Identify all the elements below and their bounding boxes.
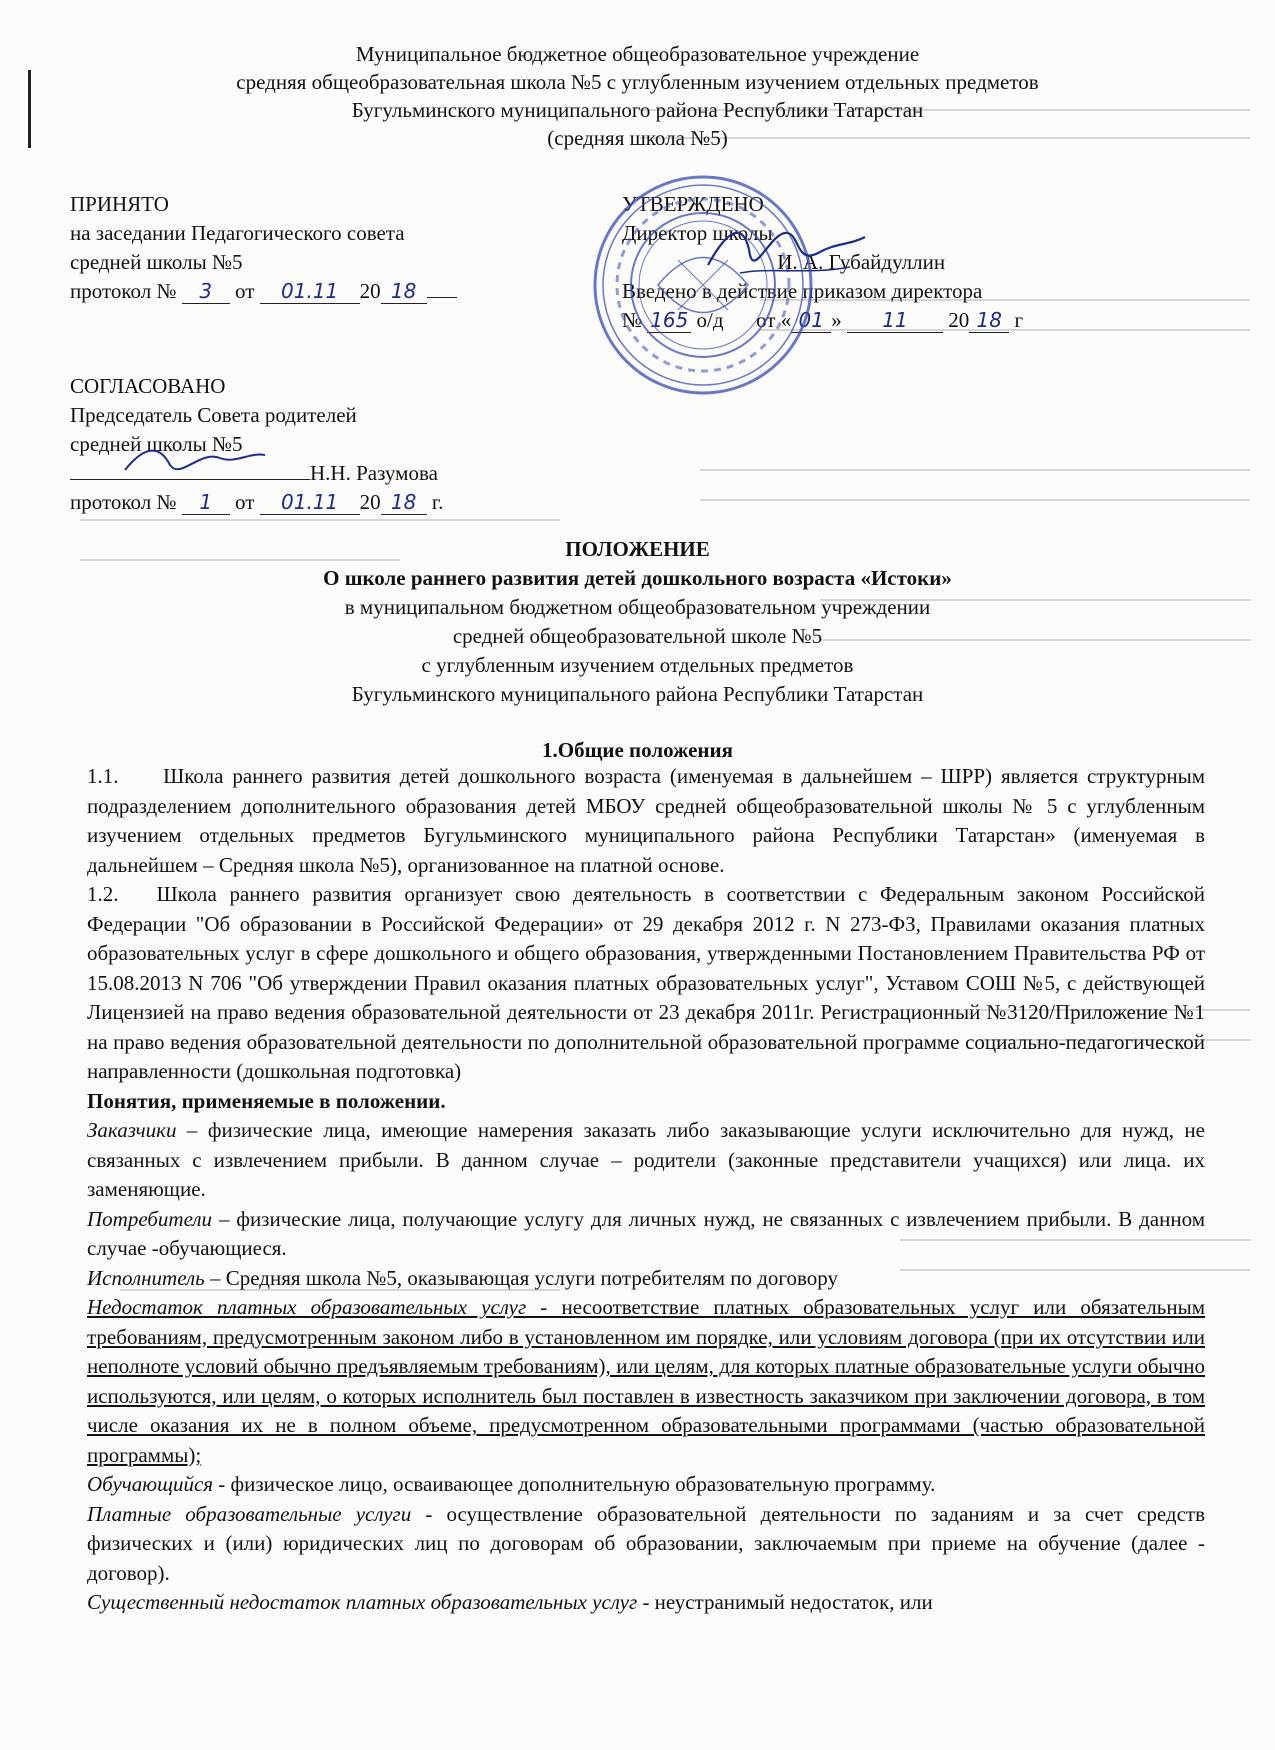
accepted-date: 01.11 [260,279,360,304]
round-seal-stamp-icon [588,170,818,400]
approved-order: № 165 о/д от « 01 » 11 20 18 г [622,308,1024,332]
definition-essential-deficiency: Существенный недостаток платных образовательных услуг - неустранимый недостаток, или [87,1590,933,1614]
title-line-5: с углубленным изучением отдельных предметов [421,653,854,677]
approved-line-1: Директор школы [622,221,773,245]
accepted-year: 18 [381,279,427,304]
title-line-3: в муниципальном бюджетном общеобразовательном учреждении [344,595,931,619]
approved-label: УТВЕРЖДЕНО [622,192,764,216]
agreed-line-2: средней школы №5 [70,432,243,456]
document-subject: О школе раннего развития детей дошкольного возраста «Истоки» [323,566,952,590]
definition-paid-services: Платные образовательные услуги - осуществление образовательной деятельности по заданиям и за счет средств физических и (или) юридических лиц по договорам об образовании, заключаемым при приеме на обучение (далее - договор). [87,1501,1205,1585]
document-title-block [0,535,1275,709]
agreed-protocol: протокол № 1 от 01.11 20 18 г. [70,490,444,514]
header-line-4: (средняя школа №5) [547,126,728,150]
definition-deficiency: Недостаток платных образовательных услуг - несоответствие платных образовательных услуг или обязательным требованиям, предусмотренным законом либо в установленном им порядке, или условиям договора (при их отсутствии или неполноте условий обычно предъявляемым требованиям), или целям, для которых платные образовательные услуги обычно используются, или целям, о которых исполнитель был поставлен в известность заказчиком при заключении договора, в том числе оказания их не в полном объеме, предусмотренном образовательными программами (частью образовательной программы); [87,1295,1205,1467]
approved-line-3: Введено в действие приказом директора [622,279,983,303]
title-line-4: средней общеобразовательной школе №5 [452,624,823,648]
order-day: 01 [791,308,831,333]
paragraph-1-1: 1.1. Школа раннего развития детей дошкольного возраста (именуемая в дальнейшем – ШРР) является структурным подразделением дополнительного образования детей МБОУ средней общеобразовательной школы № 5 с углубленным изучением отдельных предметов Бугульминского муниципального района Республики Татарстан» (именуемая в дальнейшем – Средняя школа №5), организованное на платной основе. [87,764,1205,877]
accepted-protocol: протокол № 3 от 01.11 20 18 [70,277,457,306]
accepted-line-1: на заседании Педагогического совета [70,221,405,245]
paragraph-1-2: 1.2. Школа раннего развития организует свою деятельность в соответствии с Федеральным законом Российской Федерации "Об образовании в Российской Федерации» от 29 декабря 2012 г. N 273-ФЗ, Правилами оказания платных образовательных услуг в сфере дошкольного и общего образования, утвержденными Постановлением Правительства РФ от 15.08.2013 N 706 "Об утверждении Правил оказания платных образовательных услуг", Уставом СОШ №5, с действующей Лицензией на право ведения образовательной деятельности от 23 декабря 2011г. Регистрационный №3120/Приложение №1 на право ведения образовательной деятельности по дополнительной образовательной программе социально-педагогической направленности (дошкольная подготовка) [87,882,1205,1083]
definition-learner: Обучающийся - физическое лицо, осваивающее дополнительную образовательную программу. [87,1472,936,1496]
order-number: 165 [647,308,691,333]
concepts-heading: Понятия, применяемые в положении. [87,1088,446,1113]
definition-consumers: Потребители – физические лица, получающие услугу для личных нужд, не связанных с извлечением прибыли. В данном случае -обучающиеся. [87,1206,1205,1260]
order-year: 18 [969,308,1009,333]
agreed-date: 01.11 [260,490,360,515]
header-line-1: Муниципальное бюджетное общеобразовательное учреждение [355,42,920,66]
institution-header [0,40,1275,152]
agreed-line-1: Председатель Совета родителей [70,403,357,427]
agreed-label: СОГЛАСОВАНО [70,374,226,398]
agreed-year: 18 [381,490,427,515]
definition-customers: Заказчики – физические лица, имеющие намерения заказать либо заказывающие услуги исключительно для нужд, не связанных с извлечением прибыли. В данном случае – родители (законные представители учащихся) или лица. их заменяющие. [87,1118,1205,1201]
section-1-heading: 1.Общие положения [542,738,733,762]
header-line-2: средняя общеобразовательная школа №5 с углубленным изучением отдельных предметов [236,70,1039,94]
accepted-block [70,190,457,306]
document-heading: ПОЛОЖЕНИЕ [565,537,710,561]
document-body [87,762,1205,1618]
accepted-label: ПРИНЯТО [70,192,169,216]
order-month: 11 [847,308,943,333]
director-signature-icon [700,215,870,285]
title-line-6: Бугульминского муниципального района Республики Татарстан [351,682,924,706]
definition-executor: Исполнитель – Средняя школа №5, оказывающая услуги потребителям по договору [87,1265,839,1290]
agreed-protocol-number: 1 [182,490,230,515]
header-line-3: Бугульминского муниципального района Республики Татарстан [351,98,924,122]
chair-signature-icon [120,440,270,480]
director-name: И. А. Губайдуллин [777,250,946,274]
parents-council-chair: Н.Н. Разумова [310,461,438,485]
accepted-line-2: средней школы №5 [70,250,243,274]
accepted-protocol-number: 3 [182,279,230,304]
